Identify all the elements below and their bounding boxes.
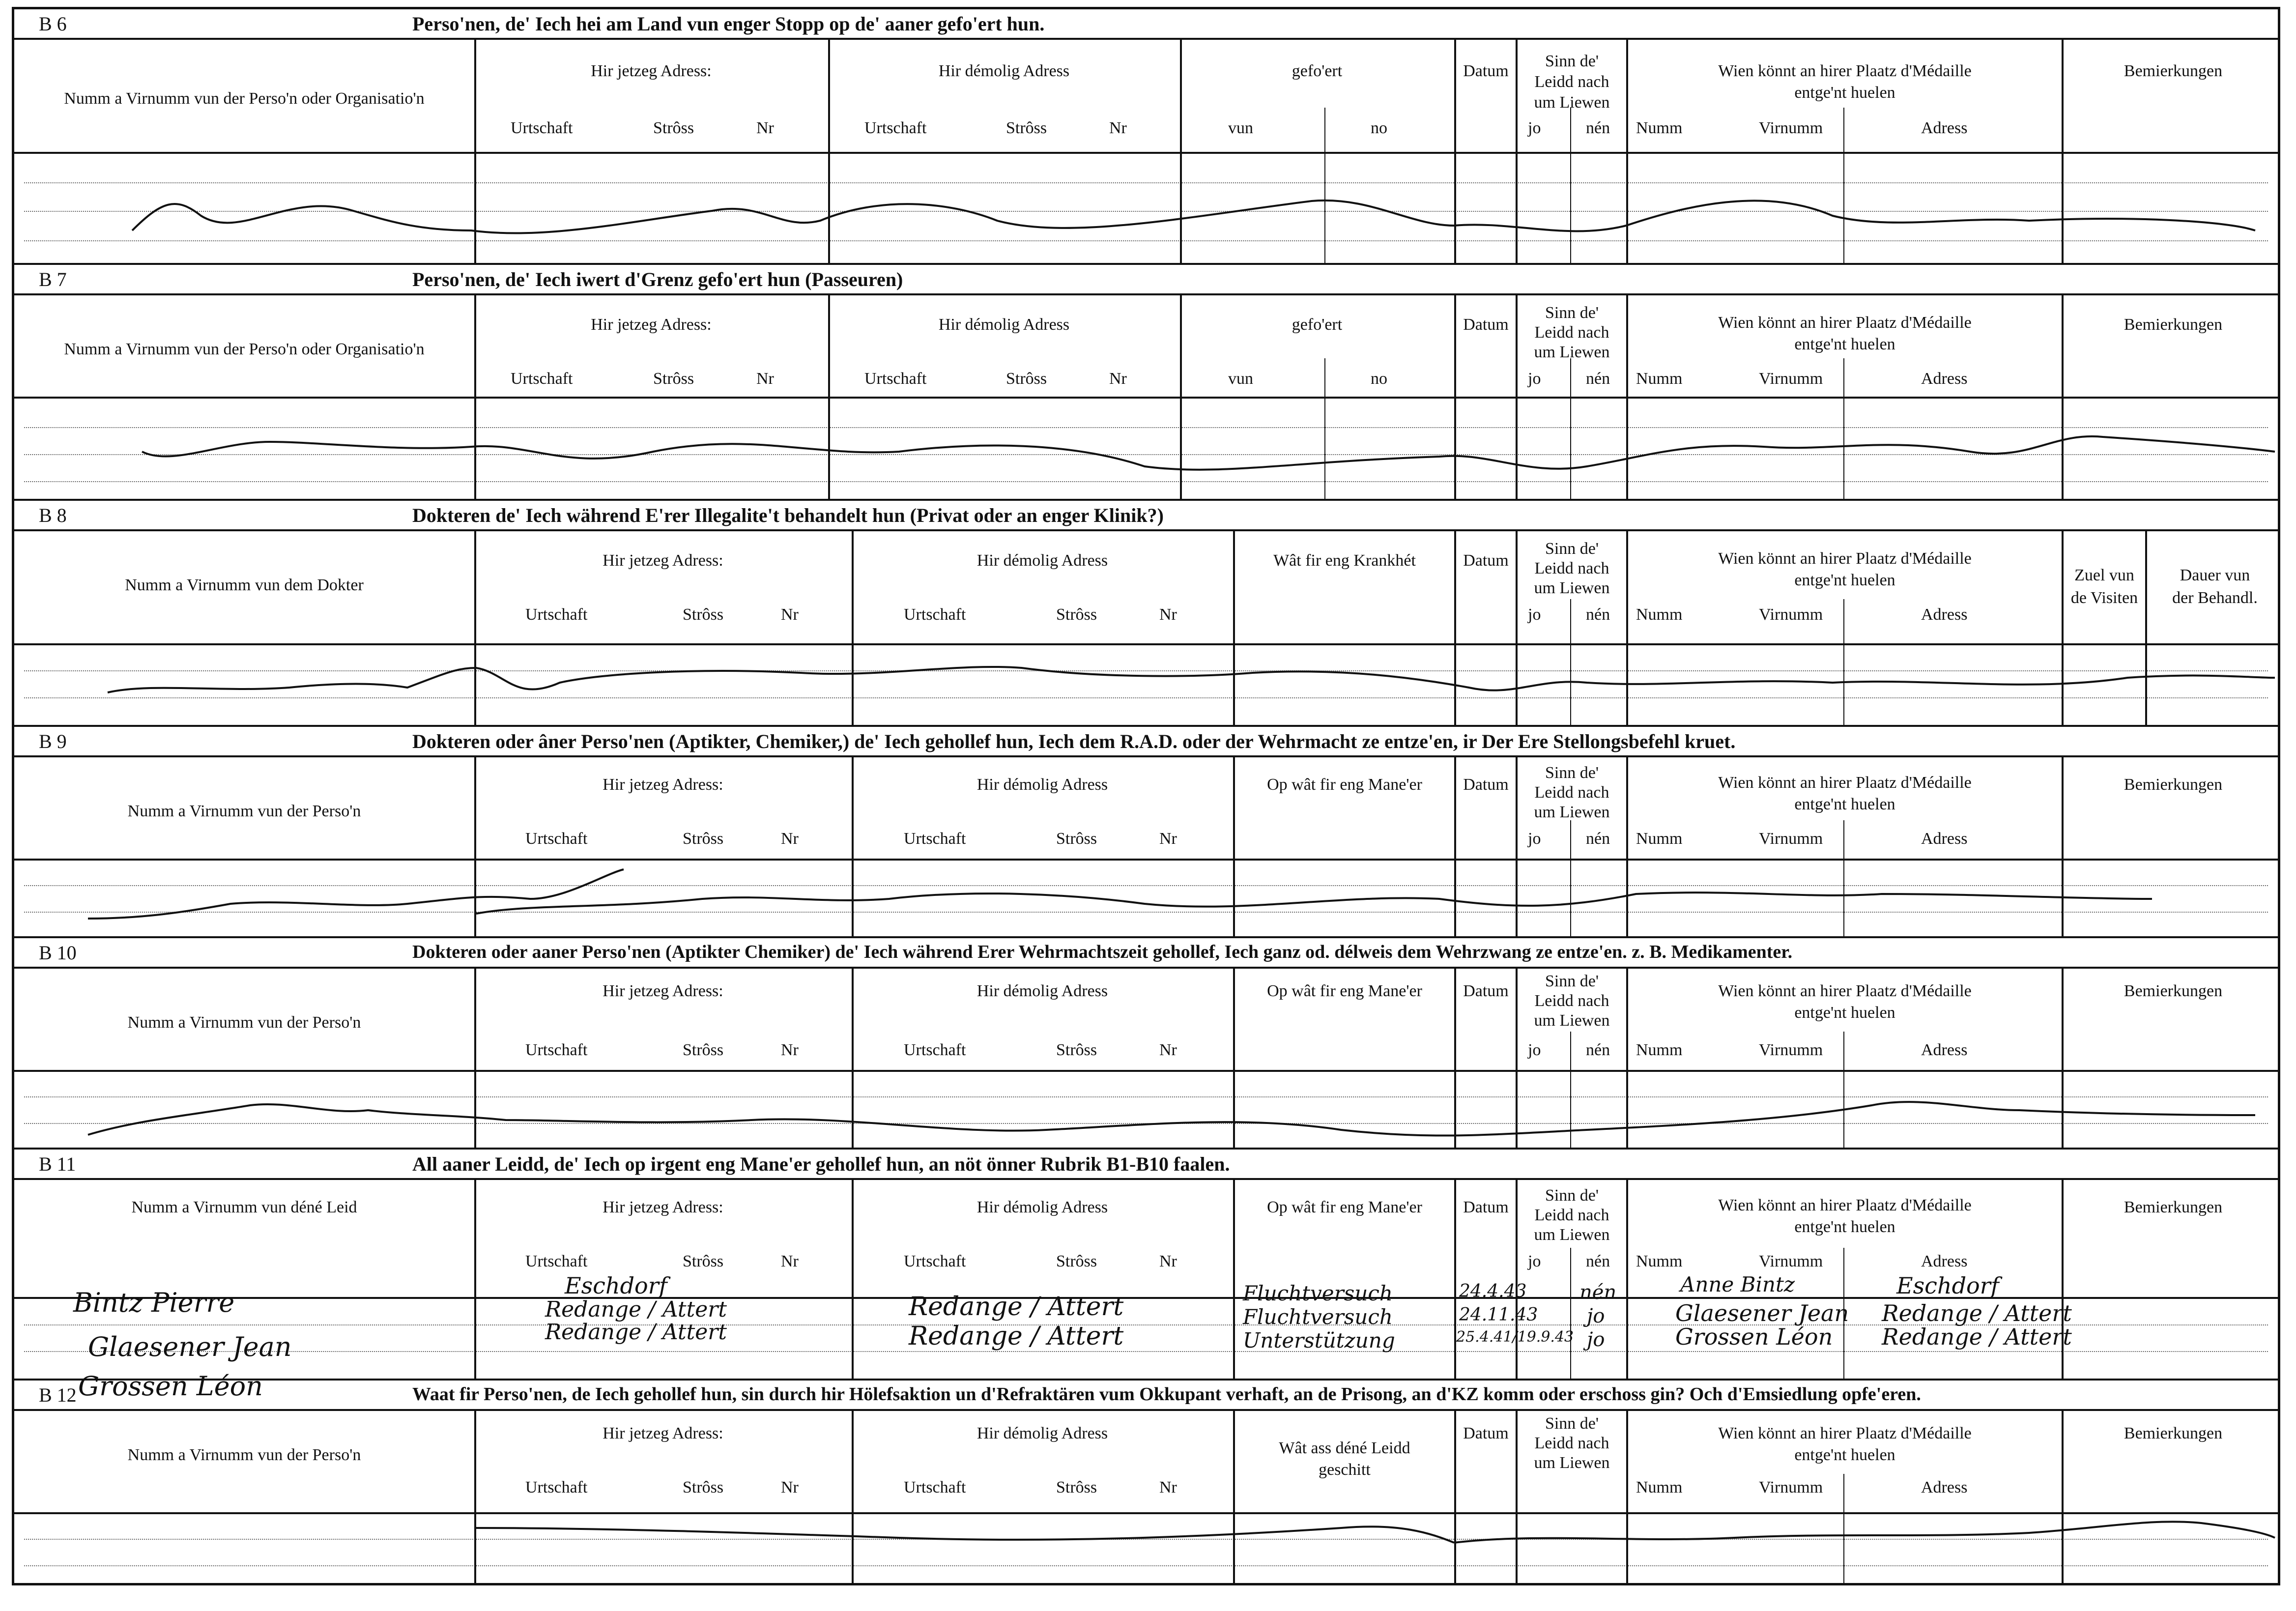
col-maneer: Op wât fir eng Mane'er bbox=[1267, 982, 1422, 1000]
col-nr: Nr bbox=[756, 119, 774, 137]
col-gefoert: gefo'ert bbox=[1292, 316, 1343, 334]
section-title: Perso'nen, de' Iech iwert d'Grenz gefo'ert hun (Passeuren) bbox=[412, 268, 903, 290]
entry-name: Glaesener Jean bbox=[88, 1331, 292, 1362]
section-b8: B 8 Dokteren de' Iech während E'rer Illegalite't behandelt hun (Privat oder an enger Klinik?) Numm a Virnumm vun dem Dokter Hir jetzeg Adress: Urtschaft Strôss Nr Hir démolig Adress Urtschaft Strôss Nr Wât fir eng Krankhét Datum Sinn de' Leidd nach um Liewen jo nén Wien könnt an hirer Plaatz d'Médaille entge'nt huelen Numm Virnumm Adress Zuel vun de Visiten Dauer vun der Behandl. bbox=[14, 501, 2278, 727]
col-vun: vun bbox=[1228, 119, 1253, 137]
col-numm: Numm bbox=[1636, 119, 1683, 137]
col-name: Numm a Virnumm vun der Perso'n oder Organisatio'n bbox=[64, 340, 425, 358]
entry-maneer: Fluchtversuch bbox=[1243, 1281, 1393, 1305]
col-bemierkungen: Bemierkungen bbox=[2124, 982, 2223, 1000]
entry-datum: 24.4.43 bbox=[1459, 1281, 1527, 1301]
col-name: Numm a Virnumm vun déné Leid bbox=[131, 1198, 357, 1216]
col-nen: nén bbox=[1586, 119, 1610, 137]
col-former-address: Hir démolig Adress bbox=[976, 1424, 1108, 1442]
col-medal: Wien könnt an hirer Plaatz d'Médaille bbox=[1718, 314, 1972, 332]
col-bemierkungen: Bemierkungen bbox=[2124, 1198, 2223, 1216]
section-id: B 9 bbox=[39, 730, 67, 752]
entry-leidd: jo bbox=[1587, 1305, 1605, 1327]
col-medal: Wien könnt an hirer Plaatz d'Médaille bbox=[1718, 774, 1972, 792]
entry-medal-name: Anne Bintz bbox=[1680, 1272, 1795, 1296]
col-urtschaft: Urtschaft bbox=[511, 119, 573, 137]
section-id: B 11 bbox=[39, 1153, 76, 1175]
col-former-address: Hir démolig Adress bbox=[938, 316, 1070, 334]
entry-urtschaft: Redange / Attert bbox=[545, 1320, 727, 1345]
section-b10: B 10 Dokteren oder aaner Perso'nen (Aptikter Chemiker) de' Iech während Erer Wehrmachtszeit gehollef, Iech ganz od. délweis dem Wehrzwang ze entze'en. z. B. Medikamenter. Numm a Virnumm vun der Perso'n Hir jetzeg Adress: Urtschaft Strôss Nr Hir démolig Adress Urtschaft Strôss Nr Op wât fir eng Mane'er Datum Sinn de' Leidd nach um Liewen jo nén Wien könnt an hirer Plaatz d'Médaille entge'nt huelen Numm Virnumm Adress Bemierkungen bbox=[14, 938, 2278, 1150]
entry-leidd: jo bbox=[1587, 1328, 1605, 1351]
strike-through-lines bbox=[14, 9, 2278, 1583]
col-datum: Datum bbox=[1463, 1198, 1509, 1216]
section-title: Perso'nen, de' Iech hei am Land vun enger Stopp op de' aaner gefo'ert hun. bbox=[412, 13, 1045, 35]
section-b12: B 12 Waat fir Perso'nen, de Iech gehollef hun, sin durch hir Hölefsaktion un d'Refraktären vum Okkupant verhaft, an de Prisong, an d'KZ komm oder erschoss gin? Och d'Emsiedlung opfe'eren. Numm a Virnumm vun der Perso'n Hir jetzeg Adress: Urtschaft Strôss Nr Hir démolig Adress Urtschaft Strôss Nr Wât ass déné Leidd geschitt Datum Sinn de' Leidd nach um Liewen Wien könnt an hirer Plaatz d'Médaille entge'nt huelen Numm Virnumm Adress Bemierkungen Grossen Léon bbox=[14, 1381, 2278, 1588]
col-medal: Wien könnt an hirer Plaatz d'Médaille bbox=[1718, 982, 1972, 1000]
col-no: no bbox=[1371, 119, 1387, 137]
col-datum: Datum bbox=[1463, 1424, 1509, 1442]
col-stross: Strôss bbox=[1006, 119, 1047, 137]
col-gefoert: gefo'ert bbox=[1292, 62, 1343, 80]
col-virnumm: Virnumm bbox=[1759, 119, 1823, 137]
col-medal: Wien könnt an hirer Plaatz d'Médaille bbox=[1718, 549, 1972, 568]
col-leidd: Sinn de' bbox=[1545, 1414, 1599, 1433]
entry-leidd: nén bbox=[1579, 1281, 1617, 1304]
col-adress: Adress bbox=[1921, 119, 1968, 137]
col-dauer: Dauer vun bbox=[2180, 566, 2250, 584]
col-leidd: Sinn de' bbox=[1545, 972, 1599, 990]
col-stross: Strôss bbox=[653, 119, 694, 137]
section-title: All aaner Leidd, de' Iech op irgent eng Mane'er gehollef hun, an nöt önner Rubrik B1-B10 faalen. bbox=[412, 1153, 1230, 1175]
entry-name: Grossen Léon bbox=[78, 1371, 263, 1402]
entry-medal-name: Grossen Léon bbox=[1675, 1323, 1833, 1350]
col-datum: Datum bbox=[1463, 776, 1509, 794]
col-bemierkungen: Bemierkungen bbox=[2124, 316, 2223, 334]
section-b11: B 11 All aaner Leidd, de' Iech op irgent eng Mane'er gehollef hun, an nöt önner Rubrik B1-B10 faalen. Numm a Virnumm vun déné Leid Hir jetzeg Adress: Urtschaft Strôss Nr Hir démolig Adress Urtschaft Strôss Nr Op wât fir eng Mane'er Datum Sinn de' Leidd nach um Liewen jo nén Wien könnt an hirer Plaatz d'Médaille entge'nt huelen Numm Virnumm Adress Bemierkungen Bintz Pierre Glaesener Jean Eschdorf Redange / Attert Redange / Attert Redange / Attert Redange / Attert Fluchtversuch Fluchtversuch Unterstützung 24.4.43 24.11.43 25.4.41/19.9.43 nén jo jo Anne Bintz Glaesener Jean Grossen Léon Eschdorf Redange / Attert Redange / Attert bbox=[14, 1150, 2278, 1381]
section-b7: B 7 Perso'nen, de' Iech iwert d'Grenz gefo'ert hun (Passeuren) Numm a Virnumm vun der Perso'n oder Organisatio'n Hir jetzeg Adress: Urtschaft Strôss Nr Hir démolig Adress Urtschaft Strôss Nr gefo'ert vun no Datum Sinn de' Leidd nach um Liewen jo nén Wien könnt an hirer Plaatz d'Médaille entge'nt huelen Numm Virnumm Adress Bemierkungen bbox=[14, 265, 2278, 501]
col-jo: jo bbox=[1528, 119, 1541, 137]
col-leidd-geschitt: Wât ass déné Leidd bbox=[1279, 1439, 1410, 1457]
col-former-address: Hir démolig Adress bbox=[976, 1198, 1108, 1216]
entry-former-address: Redange / Attert bbox=[909, 1322, 1124, 1351]
section-id: B 7 bbox=[39, 268, 67, 290]
entry-datum: 25.4.41/19.9.43 bbox=[1456, 1328, 1574, 1346]
col-current-address: Hir jetzeg Adress: bbox=[603, 776, 723, 794]
entry-maneer: Fluchtversuch bbox=[1243, 1305, 1393, 1329]
col-bemierkungen: Bemierkungen bbox=[2124, 776, 2223, 794]
entry-medal-address: Redange / Attert bbox=[1882, 1300, 2072, 1326]
form-border bbox=[12, 7, 2280, 1585]
section-b6: B 6 Perso'nen, de' Iech hei am Land vun enger Stopp op de' aaner gefo'ert hun. Numm a Virnumm vun der Perso'n oder Organisatio'n Hir jetzeg Adress: Urtschaft Strôss Nr Hir démolig Adress Urtschaft Strôss Nr gefo'ert vun no Datum Sinn de' Leidd nach um Liewen jo nén Wien könnt an hirer Plaatz d'Médaille entge'nt huelen Numm Virnumm Adress Bemierkungen bbox=[14, 9, 2278, 265]
col-current-address: Hir jetzeg Adress: bbox=[591, 316, 712, 334]
col-current-address: Hir jetzeg Adress: bbox=[603, 1424, 723, 1442]
entry-urtschaft: Redange / Attert bbox=[545, 1297, 727, 1322]
col-name: Numm a Virnumm vun der Perso'n bbox=[127, 802, 361, 820]
col-nr: Nr bbox=[1109, 119, 1127, 137]
col-name: Numm a Virnumm vun der Perso'n bbox=[127, 1446, 361, 1464]
col-leidd: Sinn de' bbox=[1545, 540, 1599, 558]
col-leidd: Sinn de' bbox=[1545, 304, 1599, 322]
section-id: B 6 bbox=[39, 13, 67, 35]
section-id: B 12 bbox=[39, 1384, 77, 1406]
col-medal: Wien könnt an hirer Plaatz d'Médaille bbox=[1718, 62, 1972, 80]
entry-medal-name: Glaesener Jean bbox=[1675, 1300, 1849, 1326]
section-title: Dokteren oder aaner Perso'nen (Aptikter Chemiker) de' Iech während Erer Wehrmachtszeit gehollef, Iech ganz od. délweis dem Wehrzwang ze entze'en. z. B. Medikamenter. bbox=[412, 942, 1793, 962]
col-urtschaft: Urtschaft bbox=[864, 119, 927, 137]
col-former-address: Hir démolig Adress bbox=[976, 551, 1108, 570]
entry-medal-address: Redange / Attert bbox=[1882, 1323, 2072, 1350]
entry-datum: 24.11.43 bbox=[1459, 1305, 1538, 1325]
col-current-address: Hir jetzeg Adress: bbox=[603, 551, 723, 570]
section-id: B 8 bbox=[39, 504, 67, 526]
entry-former-address: Redange / Attert bbox=[909, 1292, 1124, 1322]
col-zuel: Zuel vun bbox=[2074, 566, 2134, 584]
col-bemierkungen: Bemierkungen bbox=[2124, 62, 2223, 80]
col-leidd: Sinn de' bbox=[1545, 52, 1599, 70]
section-id: B 10 bbox=[39, 942, 77, 964]
col-datum: Datum bbox=[1463, 316, 1509, 334]
col-name: Numm a Virnumm vun der Perso'n oder Organisatio'n bbox=[64, 89, 425, 108]
col-medal: Wien könnt an hirer Plaatz d'Médaille bbox=[1718, 1196, 1972, 1214]
col-medal: Wien könnt an hirer Plaatz d'Médaille bbox=[1718, 1424, 1972, 1442]
col-name: Numm a Virnumm vun der Perso'n bbox=[127, 1013, 361, 1032]
col-former-address: Hir démolig Adress bbox=[976, 982, 1108, 1000]
col-leidd: Sinn de' bbox=[1545, 764, 1599, 782]
section-b9: B 9 Dokteren oder âner Perso'nen (Aptikter, Chemiker,) de' Iech gehollef hun, Iech dem R.A.D. oder der Wehrmacht ze entze'en, ir Der Ere Stellongsbefehl kruet. Numm a Virnumm vun der Perso'n Hir jetzeg Adress: Urtschaft Strôss Nr Hir démolig Adress Urtschaft Strôss Nr Op wât fir eng Mane'er Datum Sinn de' Leidd nach um Liewen jo nén Wien könnt an hirer Plaatz d'Médaille entge'nt huelen Numm Virnumm Adress Bemierkungen bbox=[14, 727, 2278, 938]
section-title: Dokteren oder âner Perso'nen (Aptikter, Chemiker,) de' Iech gehollef hun, Iech dem R.A.D. oder der Wehrmacht ze entze'en, ir Der Ere Stellongsbefehl kruet. bbox=[412, 730, 1736, 752]
col-former-address: Hir démolig Adress bbox=[976, 776, 1108, 794]
col-current-address: Hir jetzeg Adress: bbox=[591, 62, 712, 80]
section-title: Dokteren de' Iech während E'rer Illegalite't behandelt hun (Privat oder an enger Klinik?) bbox=[412, 504, 1164, 526]
col-maneer: Op wât fir eng Mane'er bbox=[1267, 1198, 1422, 1216]
col-leidd: Sinn de' bbox=[1545, 1186, 1599, 1205]
col-current-address: Hir jetzeg Adress: bbox=[603, 982, 723, 1000]
col-former-address: Hir démolig Adress bbox=[938, 62, 1070, 80]
col-bemierkungen: Bemierkungen bbox=[2124, 1424, 2223, 1442]
col-krankhet: Wât fir eng Krankhét bbox=[1273, 551, 1416, 570]
section-title: Waat fir Perso'nen, de Iech gehollef hun, sin durch hir Hölefsaktion un d'Refraktären vum Okkupant verhaft, an de Prisong, an d'KZ komm oder erschoss gin? Och d'Emsiedlung opfe'eren. bbox=[412, 1384, 1921, 1405]
col-current-address: Hir jetzeg Adress: bbox=[603, 1198, 723, 1216]
entry-medal-address: Eschdorf bbox=[1896, 1272, 1999, 1299]
entry-name: Bintz Pierre bbox=[73, 1287, 235, 1318]
entry-maneer: Unterstützung bbox=[1243, 1328, 1395, 1352]
col-datum: Datum bbox=[1463, 62, 1509, 80]
col-datum: Datum bbox=[1463, 982, 1509, 1000]
col-name: Numm a Virnumm vun dem Dokter bbox=[125, 576, 364, 594]
col-datum: Datum bbox=[1463, 551, 1509, 570]
col-maneer: Op wât fir eng Mane'er bbox=[1267, 776, 1422, 794]
entry-urtschaft: Eschdorf bbox=[565, 1272, 667, 1299]
